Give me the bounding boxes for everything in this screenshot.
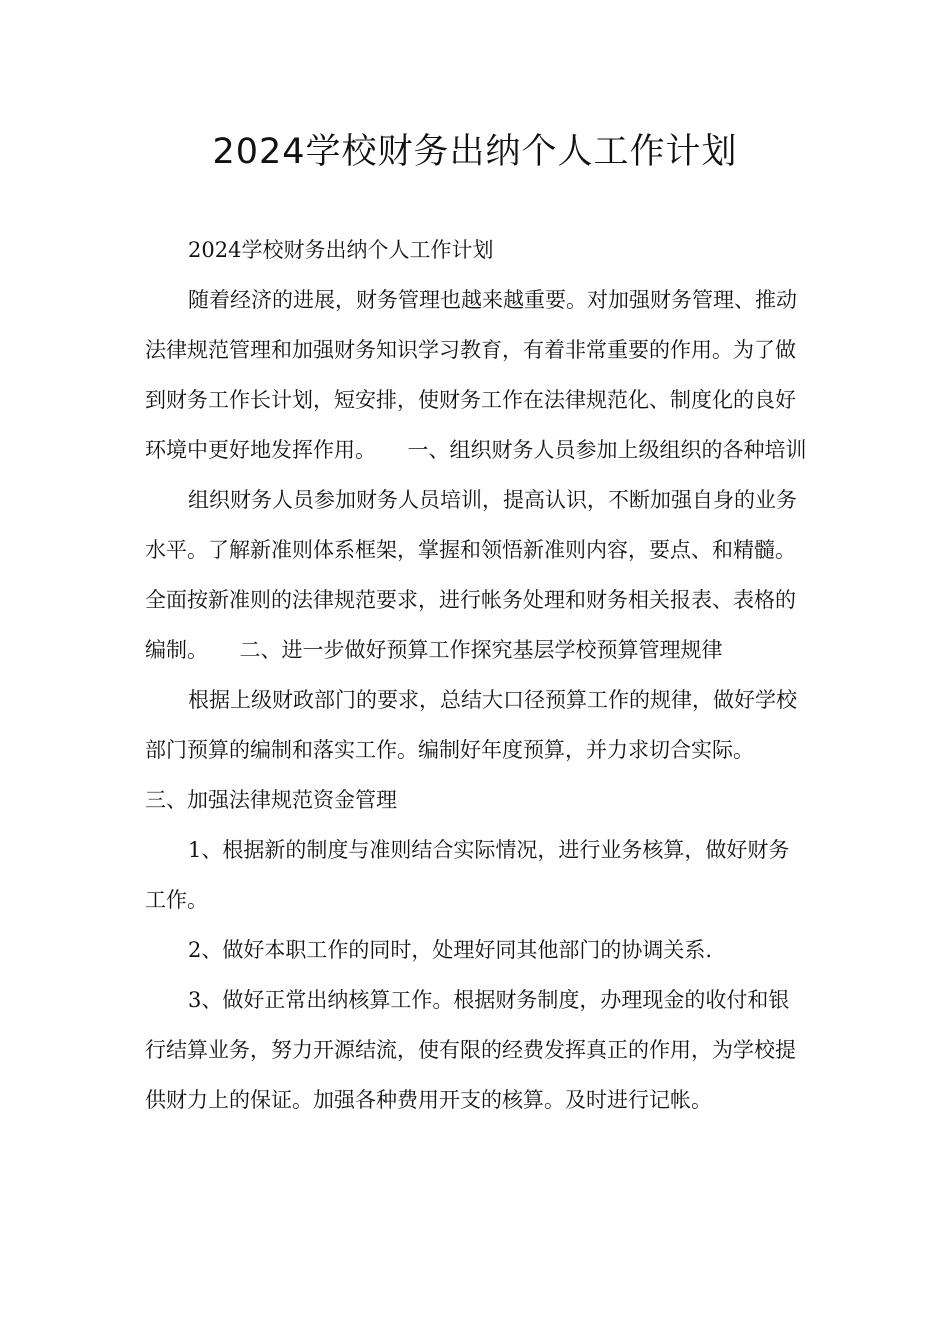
document-title: 2024学校财务出纳个人工作计划 (212, 132, 738, 172)
paragraph: 3、做好正常出纳核算工作。根据财务制度，办理现金的收付和银行结算业务，努力开源结流，使有限的经费发挥真正的作用，为学校提供财力上的保证。加强各种费用开支的核算。及时进行记帐。 (145, 988, 796, 1112)
document-body (145, 225, 810, 1125)
paragraph: 根据上级财政部门的要求，总结大口径预算工作的规律，做好学校部门预算的编制和落实工作。编制好年度预算，并力求切合实际。 三、加强法律规范资金管理 (145, 688, 797, 812)
paragraph: 2、做好本职工作的同时，处理好同其他部门的协调关系. (188, 938, 713, 962)
paragraph: 2024学校财务出纳个人工作计划 (188, 238, 494, 262)
paragraph: 组织财务人员参加财务人员培训，提高认识，不断加强自身的业务水平。了解新准则体系框架，掌握和领悟新准则内容，要点、和精髓。全面按新准则的法律规范要求，进行帐务处理和财务相关报表、表格的编制。 二、进一步做好预算工作探究基层学校预算管理规律 (145, 488, 797, 662)
paragraph: 随着经济的进展，财务管理也越来越重要。对加强财务管理、推动法律规范管理和加强财务知识学习教育，有着非常重要的作用。为了做到财务工作长计划，短安排，使财务工作在法律规范化、制度化的良好环境中更好地发挥作用。 一、组织财务人员参加上级组织的各种培训 (145, 288, 807, 462)
paragraph: 1、根据新的制度与准则结合实际情况，进行业务核算，做好财务工作。 (145, 838, 790, 912)
